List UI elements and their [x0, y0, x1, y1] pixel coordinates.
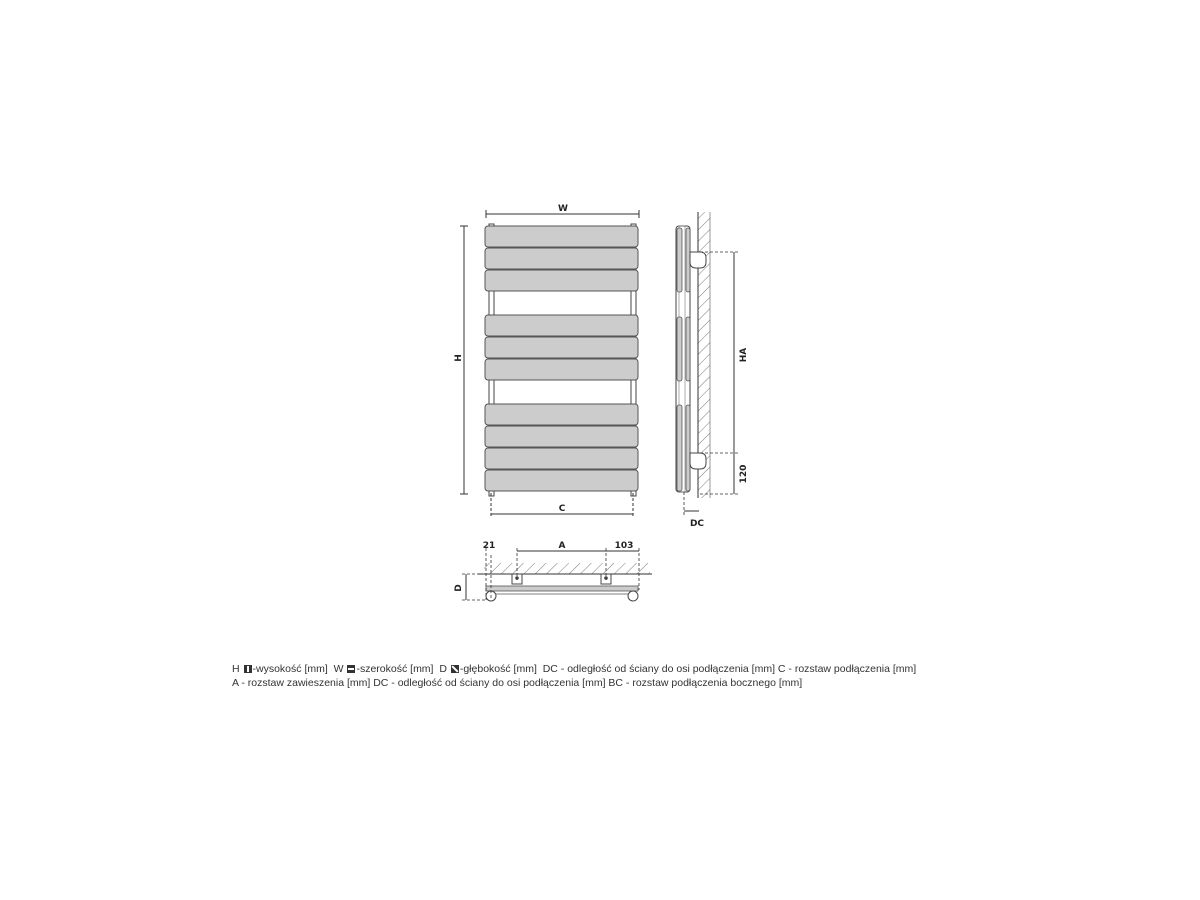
- wall-hatch-top: [484, 563, 650, 574]
- wall-bracket-top: [690, 252, 706, 268]
- wall-distance-label: DC: [689, 519, 705, 529]
- width-symbol-icon: [347, 665, 355, 673]
- mounting-spacing-label: A: [558, 541, 566, 551]
- legend-w-text: -szerokość [mm]: [356, 663, 434, 675]
- panel: [485, 248, 638, 269]
- legend-d-text: -głębokość [mm]: [459, 663, 537, 675]
- pipe-offset-label: 21: [482, 541, 496, 551]
- legend-d-letter: D: [439, 663, 447, 675]
- legend-h-text: -wysokość [mm]: [252, 663, 328, 675]
- panel: [485, 448, 638, 469]
- panel-group-bottom: [485, 404, 638, 491]
- depth-dimension: [454, 574, 486, 600]
- legend: [232, 662, 992, 690]
- panel: [485, 315, 638, 336]
- bottom-offset-label: 120: [739, 464, 749, 484]
- panel: [485, 426, 638, 447]
- radiator-side-profile: [676, 226, 690, 492]
- front-view: [454, 204, 639, 518]
- panel-group-top: [485, 226, 638, 291]
- panel: [485, 270, 638, 291]
- height-symbol-icon: [244, 665, 252, 673]
- panel: [485, 337, 638, 358]
- legend-line-1: [232, 662, 992, 676]
- panel-group-middle: [485, 315, 638, 380]
- height-dimension: [454, 226, 468, 494]
- panel: [485, 404, 638, 425]
- legend-h-letter: H: [232, 663, 240, 675]
- hanging-height-label: HA: [739, 347, 749, 363]
- wall-bracket-bottom: [690, 453, 706, 469]
- height-label: H: [454, 354, 464, 362]
- connection-spacing-dimension: [491, 493, 633, 518]
- pipe-right: [628, 591, 638, 601]
- legend-line-1-rest: DC - odległość od ściany do osi podłączenia [mm] C - rozstaw podłączenia [mm]: [542, 663, 917, 675]
- legend-line-2: A - rozstaw zawieszenia [mm] DC - odległość od ściany do osi podłączenia [mm] BC - rozstaw podłączenia bocznego [mm]: [232, 677, 803, 689]
- width-label: W: [558, 204, 568, 214]
- panel: [485, 359, 638, 380]
- top-panel: [486, 586, 638, 591]
- panel: [485, 470, 638, 491]
- side-view: [676, 212, 749, 529]
- width-dimension: [486, 204, 639, 218]
- panel: [485, 226, 638, 247]
- depth-label: D: [454, 584, 464, 592]
- depth-symbol-icon: [451, 665, 459, 673]
- top-view: [454, 541, 652, 601]
- connection-spacing-label: C: [558, 504, 566, 514]
- legend-w-letter: W: [333, 663, 344, 675]
- side-offset-label: 103: [614, 541, 634, 551]
